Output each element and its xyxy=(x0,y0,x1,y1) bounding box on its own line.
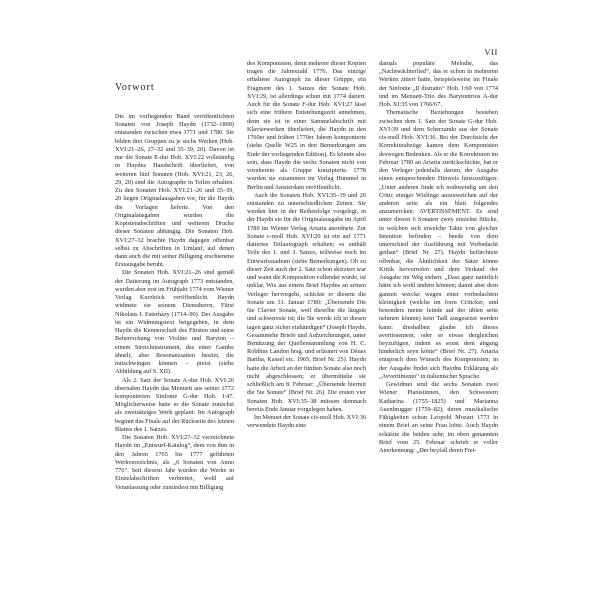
text-column-2 xyxy=(247,60,366,431)
text-column-3 xyxy=(379,60,498,455)
text-columns xyxy=(115,60,498,492)
paragraph: Die im vorliegenden Band veröffentlichten Sonaten von Joseph Haydn (1732–1809) entstanden zwischen etwa 1771 und 1780. Sie bilden drei Gruppen zu je sechs Werken (Hob. XVI:21–26, 27–32 und 35–39, 20). Davon ist nur die Sonate E-dur Hob. XVI:22 vollständig in Haydns Handschrift überliefert, von weiteren fünf Sonaten (Hob. XVI:21, 23, 26, 29, 20) sind die Autographe in Teilen erhalten. Zu den Sonaten Hob. XVI:21–26 und 35–39, 20 liegen Originalausgaben vor, für die Haydn die Vorlagen lieferte. Von den Originalausgaben wurden die Kopistenabschriften und weiteren Drucke dieser Sonaten abhängig. Die Sonaten Hob. XVI:27–32 brachte Haydn dagegen offenbar selbst zu Abschriften in Umlauf, auf denen dann auch die mit seiner Billigung erschienene Erstausgabe beruht. xyxy=(115,113,234,269)
paragraph: Auch die Sonaten Hob. XVI:35–39 und 20 entstanden zu unterschiedlichen Zeiten. Sie werden hier in der Reihenfolge vorgelegt, in der Haydn sie für die Originalausgabe im April 1780 im Wiener Verlag Artaria anordnete. Zur Sonate c-moll Hob. XVI:20 ist ein auf 1771 datiertes Teilautograph erhalten; es enthält Teile des 1. und 3. Satzes, teilweise noch im Entwurfsstadium (siehe Bemerkungen). Ob zu dieser Zeit auch der 2. Satz schon skizziert war und wann die Komposition vollendet wurde, ist unklar. Wie aus einem Brief Haydns an seinen Verleger hervorgeht, schickte er diesem die Sonate am 31. Januar 1780: „Übersende Die 6te Clavier Sonate, weil dieselbe die längste und schwereste ist; die 5te werde ich in diesen tagen ganz sicher einhändigen“ (Joseph Haydn, Gesammelte Briefe und Aufzeichnungen, unter Benützung der Quellensammlung von H. C. Robbins Landon hrsg. und erläutert von Dénes Bartha, Kassel etc. 1965, Brief Nr. 25). Haydn hatte die Arbeit an der fünften Sonate also noch nicht abgeschlossen; er übermittelte sie schließlich am 8. Februar: „Übersende hiermit die 5te Sonate“ (Brief Nr. 26). Die ersten vier Sonaten Hob. XVI:35–38 müssen demnach bereits Ende Januar vorgelegen haben. xyxy=(247,191,366,413)
paragraph: Die Sonaten Hob. XVI:27–32 verzeichnete Haydn im „Entwurf-Katalog“, dem von ihm in den Jahren 1765 bis 1777 geführten Werkverzeichnis, als „6 Sonaten von Anno 776“. Seit diesem Jahr wurden die Werke in Einzelabschriften verbreitet, wohl auf Veranlassung oder zumindest mit Billigung xyxy=(115,434,234,491)
page-number: VII xyxy=(484,47,498,57)
column-3-paragraphs xyxy=(379,60,498,455)
column-1-paragraphs xyxy=(115,113,234,492)
paragraph: Als 2. Satz der Sonate A-dur Hob. XVI:26 übernahm Haydn das Menuett aus seiner 1772 komponierten Sinfonie G-dur Hob. I:47. Möglicherweise hatte er die Sonate zunächst als zweisätziges Werk geplant: Im Autograph beginnt das Finale auf der Rückseite des letzten Blattes des 1. Satzes. xyxy=(115,376,234,433)
paragraph: Gewidmet sind die sechs Sonaten zwei Wiener Pianistinnen, den Schwestern Katharina (1755–1825) und Marianna Auenbrugger (1759–82), deren musikalische Fähigkeiten schon Leopold Mozart 1773 in einem Brief an seine Frau lobte. Auch Haydn schätzte die beiden sehr; im oben genannten Brief vom 25. Februar schrieb er voller Anerkennung: „Der beyfall deren Frei- xyxy=(379,381,498,455)
paragraph: Im Menuet der Sonate cis-moll Hob. XVI:36 verwendete Haydn eine xyxy=(247,414,366,430)
paragraph: damals populäre Melodie, das „Nachtwächterlied“, das er schon in mehreren Werken zitiert hatte, beispielsweise im Finale der Sinfonie „Il distratto“ Hob. I:60 von 1774 und im Menuett-Trio des Barytontrios A-dur Hob. XI:35 von 1766/67. xyxy=(379,60,498,109)
column-2-paragraphs xyxy=(247,60,366,431)
text-column-1 xyxy=(115,60,234,492)
paragraph: Die Sonaten Hob. XVI:21–26 sind gemäß der Datierung im Autograph 1773 entstanden, wurden aber erst im Frühjahr 1774 vom Wiener Verlag Kurzböck veröffentlicht. Haydn widmete sie seinem Dienstherrn, Fürst Nikolaus I. Esterházy (1714–90). Der Ausgabe ist ein Widmungstext beigegeben, in dem Haydn die Kennerschaft des Fürsten und seine Beherrschung von Violine und Baryton – einem Streichinstrument, das einer Gambe ähnelt, aber Resonanzsaiten besitzt, die mitschwingen können – preist (siehe Abbildung auf S. XII). xyxy=(115,269,234,376)
paragraph: des Komponisten, denn mehrere dieser Kopien tragen die Jahreszahl 1776. Das einzige erhaltene Autograph zu dieser Gruppe, ein Fragment des 1. Satzes der Sonate Hob. XVI:29, ist allerdings schon mit 1774 datiert. Auch für die Sonate F-dur Hob. XVI:27 lässt sich eine frühere Entstehungszeit annehmen, denn sie ist in einer Sammelabschrift mit Klavierwerken überliefert, die Haydn in den 1760er und frühen 1770er Jahren komponierte (siehe Quelle W25 in den Bemerkungen am Ende der vorliegenden Edition). Es könnte also sein, dass Haydn die sechs Sonaten nicht von vornherein als Gruppe konzipierte. 1778 wurden sie zusammen im Verlag Hummel in Berlin und Amsterdam veröffentlicht. xyxy=(247,60,366,191)
preface-heading: Vorwort xyxy=(115,82,155,93)
paragraph: Thematische Beziehungen bestehen zwischen dem 1. Satz der Sonate G-dur Hob. XVI:39 und dem Scherzando aus der Sonate cis-moll Hob. XVI:36. Bei der Durchsicht der Korrekturabzüge kamen dem Komponisten deswegen Bedenken. Als er die Korrekturen im Februar 1780 an Artaria zurückschickte, bat er den Verleger jedenfalls darum, der Ausgabe einen entsprechenden Hinweis hinzuzufügen: „Unter anderen finde ich nothwendig um den Critic einiger Wizlinge auszuweichen auf der anderen seite als ein blatt folgendes anzumercken: AVERTISSEMENT. Es sind unter diesen 6 Sonaten zwey einzelne Stücke, in welchen sich etwelche Takte von gleicher Intention befinden – beede von dem unterschied der Ausführung mit Vorbedacht gethan“ (Brief Nr. 27). Haydn befürchtete offenbar, die Ähnlichkeit der Sätze könne Kritik hervorrufen und dem Verkauf der Ausgabe im Weg stehen: „Dass ganz natürlich hätte ich wohl ändern können; damit aber dem ganzen wercke wegen einer vorbedachten kleinigkeit (welche im form Criticker, und besonders meine feinde auf der üblen seite nehmen könten) kein Tadl ausgesezet werden kann: dreshalben glaube ich dieses avertissement, oder so etwas dergleichen beyzufügen, indem es sonst dem abgang hinderlich seyn könte“ (Brief Nr. 27). Artaria entsprach dem Wunsch des Komponisten; in der Ausgabe findet sich Haydns Erklärung als „Avvertimento“ in italienischer Sprache. xyxy=(379,109,498,380)
